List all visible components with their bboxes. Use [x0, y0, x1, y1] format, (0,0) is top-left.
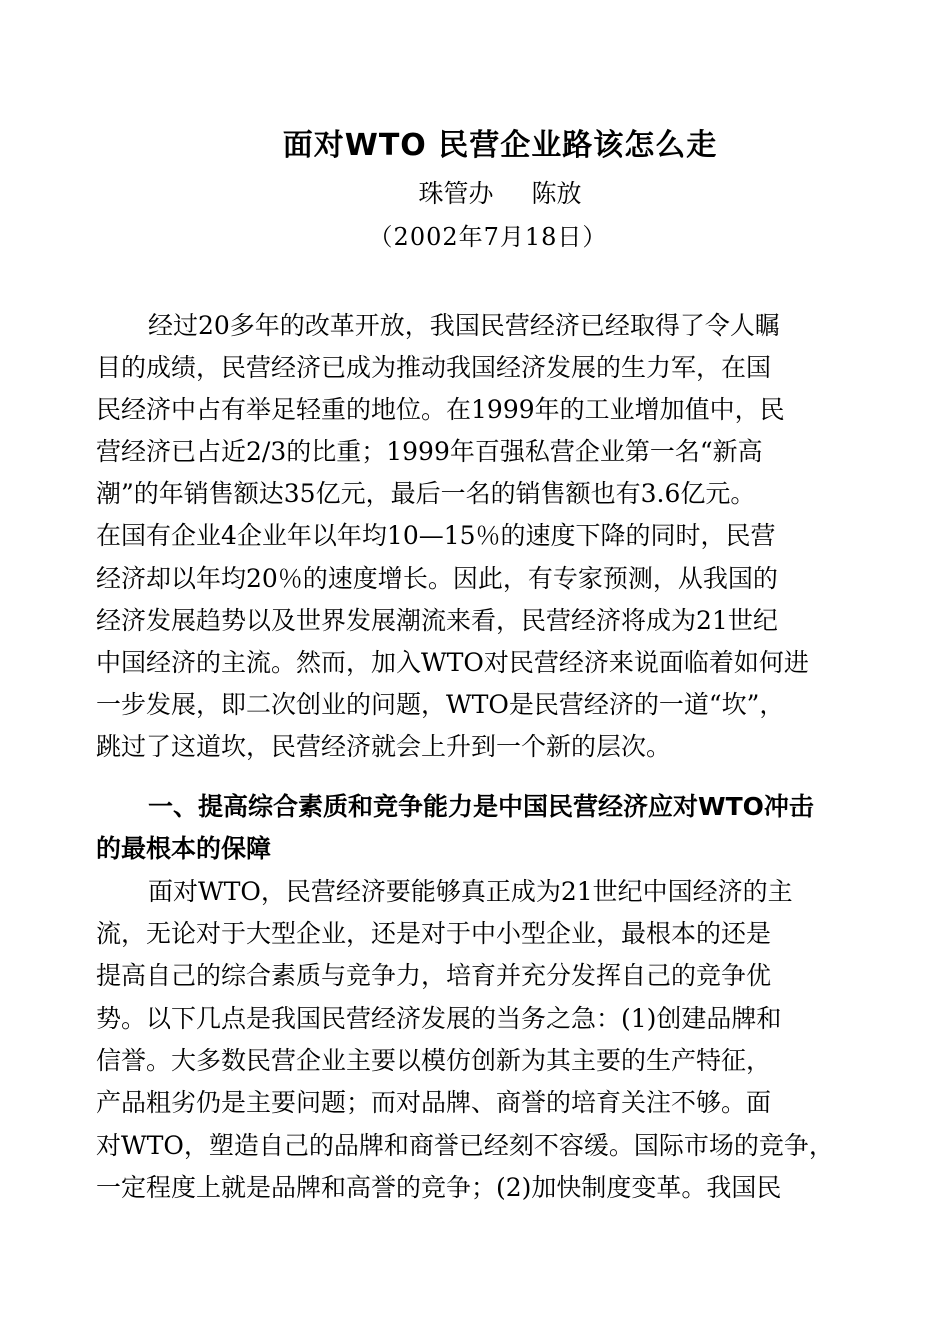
paragraph-line: 信誉。大多数民营企业主要以模仿创新为其主要的生产特征，	[96, 1046, 772, 1075]
paragraph-line: 势。以下几点是我国民营经济发展的当务之急：(1)创建品牌和	[96, 1004, 782, 1033]
document-date: （2002年7月18日）	[368, 223, 608, 251]
paragraph-line: 流，无论对于大型企业，还是对于中小型企业，最根本的还是	[96, 919, 772, 948]
section-heading: 的最根本的保障	[96, 834, 272, 863]
paragraph-line: 营经济已占近2/3的比重；1999年百强私营企业第一名“新高	[96, 437, 763, 466]
paragraph-line: 一步发展，即二次创业的问题，WTO是民营经济的一道“坎”，	[96, 690, 785, 719]
paragraph-line: 产品粗劣仍是主要问题；而对品牌、商誉的培育关注不够。面	[96, 1088, 772, 1117]
document-title: 面对WTO 民营企业路该怎么走	[282, 128, 718, 163]
paragraph-line: 中国经济的主流。然而，加入WTO对民营经济来说面临着如何进	[96, 648, 809, 677]
section-heading: 一、提高综合素质和竞争能力是中国民营经济应对WTO冲击	[148, 792, 814, 821]
paragraph-line: 跳过了这道坎，民营经济就会上升到一个新的层次。	[96, 732, 672, 761]
byline	[0, 176, 950, 212]
paragraph-line: 提高自己的综合素质与竞争力，培育并充分发挥自己的竞争优	[96, 961, 772, 990]
paragraph-line: 经过20多年的改革开放，我国民营经济已经取得了令人瞩	[148, 311, 780, 340]
paragraph-line: 一定程度上就是品牌和高誉的竞争；(2)加快制度变革。我国民	[96, 1173, 782, 1202]
paragraph-line: 目的成绩，民营经济已成为推动我国经济发展的生力军，在国	[96, 353, 772, 382]
paragraph-line: 面对WTO，民营经济要能够真正成为21世纪中国经济的主	[148, 877, 793, 906]
paragraph-line: 对WTO，塑造自己的品牌和商誉已经刻不容缓。国际市场的竞争，	[96, 1131, 834, 1160]
paragraph-line: 经济发展趋势以及世界发展潮流来看，民营经济将成为21世纪	[96, 606, 778, 635]
paragraph-line: 经济却以年均20％的速度增长。因此，有专家预测，从我国的	[96, 564, 778, 593]
paragraph-line: 民经济中占有举足轻重的地位。在1999年的工业增加值中，民	[96, 395, 785, 424]
paragraph-line: 在国有企业4企业年以年均10—15％的速度下降的同时，民营	[96, 521, 776, 550]
paragraph-line: 潮”的年销售额达35亿元，最后一名的销售额也有3.6亿元。	[96, 479, 756, 508]
byline-author: 陈放	[531, 179, 582, 208]
byline-org: 珠管办	[418, 179, 494, 208]
